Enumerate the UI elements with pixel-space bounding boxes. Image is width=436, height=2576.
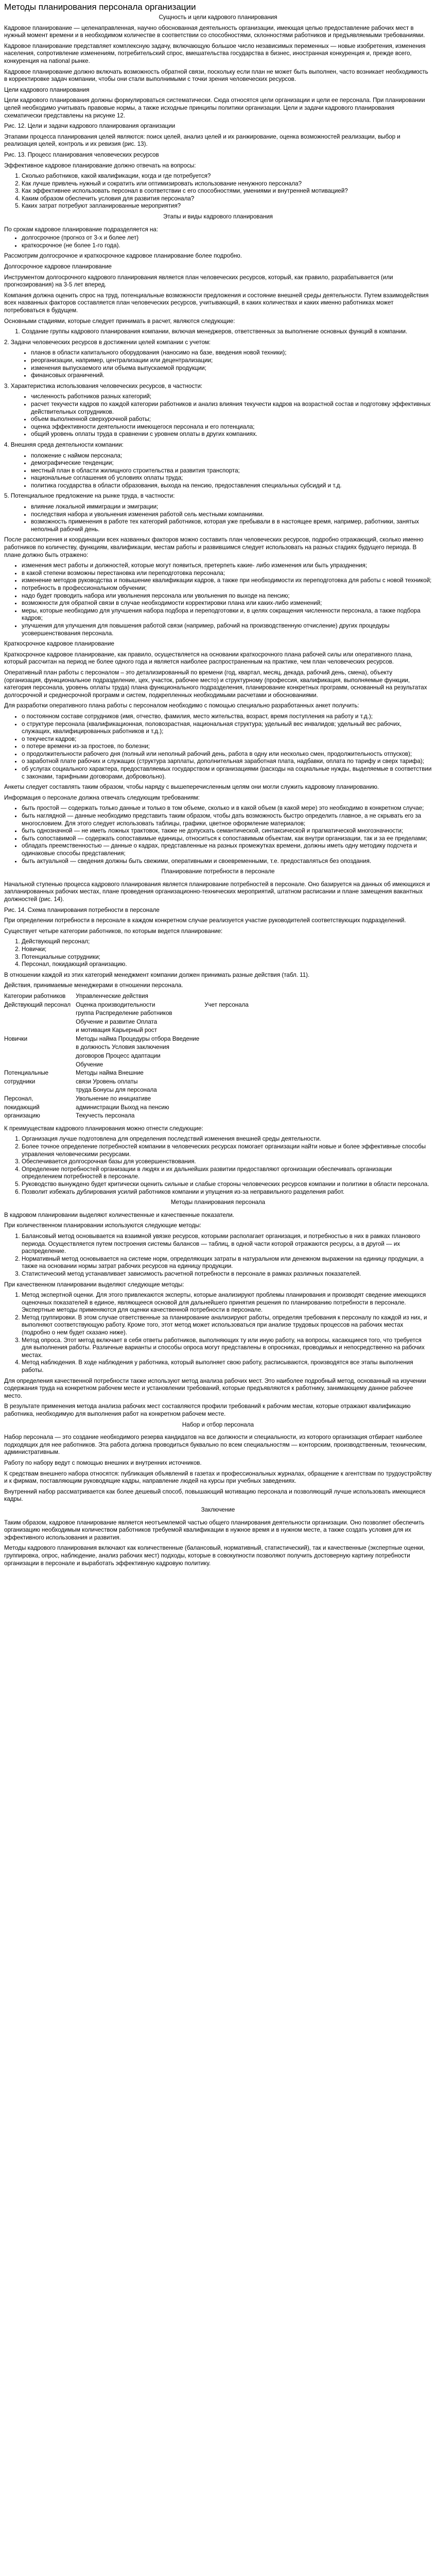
- table-cell: Текучесть персонала: [76, 1112, 135, 1120]
- table-row: [4, 1104, 254, 1113]
- paragraph: Работу по набору ведут с помощью внешних и внутренних источников.: [4, 1459, 202, 1466]
- table-row: [4, 1112, 254, 1121]
- table-cell: [204, 1104, 254, 1113]
- list-item: 5. Каких затрат потребуют запланированные мероприятия?: [22, 202, 432, 210]
- list-item: • о продолжительности рабочего дня (полный или неполный рабочий день, работа в одну или несколько смен, продолжительность отпусков);: [22, 751, 432, 758]
- list-item: • национальные соглашения об условиях оплаты труда;: [31, 474, 432, 482]
- table-row: [4, 1044, 254, 1053]
- paragraph: 4. Внешняя среда деятельности компании:: [4, 441, 124, 448]
- table-cell: Увольнение по инициативе: [76, 1095, 151, 1103]
- paragraph: Кадровое планирование — целенаправленная, научно обоснованная деятельность организации, имеющая целью предоставление рабочих мест в нужный момент времени и в необходимом количестве в соответствии со способностями, склонностями работников и предъявляемыми требованиями.: [4, 24, 425, 39]
- list-item: • финансовых ограничений.: [31, 372, 432, 380]
- table-cell: [204, 1095, 254, 1104]
- numbered-list: [4, 1292, 432, 1375]
- table-cell: администрации Выход на пенсию: [76, 1104, 169, 1111]
- list-item: • объем выполненной сверхурочной работы;: [31, 416, 432, 423]
- table-cell: [4, 1044, 76, 1053]
- list-item: 3. Как эффективнее использовать персонал в соответствии с его способностями, умениями и внутренней мотивацией?: [22, 188, 432, 195]
- table-row: [4, 1019, 254, 1027]
- table-row: [4, 1027, 254, 1036]
- paragraph: Информация о персонале должна отвечать следующим требованиям:: [4, 794, 200, 801]
- table-cell: [204, 1112, 254, 1121]
- table-cell: [204, 1044, 254, 1053]
- paragraph: К средствам внешнего набора относятся: публикация объявлений в газетах и профессиональных журналах, обращение к агентствам по трудоустройству и к фирмам, поставляющим руководящие кадры, направление людей на курсы при учебных заведениях.: [4, 1470, 432, 1485]
- numbered-list: [4, 1136, 432, 1196]
- paragraph: Рис. 12. Цели и задачи кадрового планирования организации: [4, 123, 176, 130]
- table-cell: [204, 1061, 254, 1070]
- list-item: • реорганизации, например, централизации или децентрализации;: [31, 357, 432, 365]
- table-row: [4, 1070, 254, 1078]
- paragraph: Цели кадрового планирования должны формулироваться систематически. Сюда относятся цели организации и цели ее персонала. При планировании целей необходимо учитывать правовые нормы, а также исходные принципы политики организации. Цели и задачи кадрового планирования схематически представлены на рисунке 12.: [4, 97, 425, 119]
- list-item: • обладать преемственностью — данные о кадрах, представленные на разных промежутках времени, должны иметь одну методику подсчета и одинаковые способы представления;: [22, 842, 432, 857]
- table-cell: Методы найма Внешние: [76, 1070, 144, 1077]
- list-item: • краткосрочное (не более 1-го года).: [22, 242, 432, 250]
- list-item: • быть актуальной — сведения должны быть свежими, оперативными и своевременными, т.е. предоставляться без опоздания.: [22, 858, 432, 866]
- list-item: 4. Метод наблюдения. В ходе наблюдения у работника, который выполняет свою работу, расписываются, производятся все этапы выполнения работы.: [22, 1359, 432, 1374]
- table-cell: [4, 1027, 76, 1036]
- bullet-list: [4, 713, 432, 781]
- paragraph: Краткосрочное кадровое планирование: [4, 640, 115, 648]
- table-cell: [204, 1027, 254, 1036]
- bullet-list: [4, 349, 432, 379]
- list-item: • изменения выпускаемого или объема выпускаемой продукции;: [31, 365, 432, 372]
- page-title: Методы планирования персонала организации: [4, 2, 196, 12]
- table-cell: [4, 1019, 76, 1027]
- list-item: • положение с наймом персонала;: [31, 452, 432, 460]
- list-item: • о потере времени из-за простоев, по болезни;: [22, 743, 432, 751]
- table-cell: связи Уровень оплаты: [76, 1078, 138, 1085]
- list-item: • улучшения для улучшения для повышения работой связи (например, рабочий на производственную отчисление) других процедуры усовершенствования персонала.: [22, 622, 432, 637]
- paragraph: 5. Потенциальное предложение на рынке труда, в частности:: [4, 493, 175, 500]
- list-item: 1. Сколько работников, какой квалификации, когда и где потребуется?: [22, 173, 432, 180]
- paragraph: Этапами процесса планирования целей являются: поиск целей, анализ целей и их ранжирование, оценка возможностей реализации, выбор и реализация целей, контроль и их ревизия (рис. 13).: [4, 133, 400, 148]
- personnel-actions-table: [4, 993, 254, 1121]
- table-cell: Обучение: [76, 1061, 103, 1068]
- list-item: 3. Обеспечивается долгосрочная базы для усовершенствования.: [22, 1158, 432, 1166]
- paragraph: В результате применения метода анализа рабочих мест составляются профили требований к рабочим местам, которые отражают квалификацию работника, необходимую для выполнения работ на конкретном рабочем месте.: [4, 1403, 411, 1417]
- table-cell: Действующий персонал: [4, 1001, 71, 1008]
- table-cell: [204, 1078, 254, 1087]
- table-row: [4, 1061, 254, 1070]
- paragraph: Кадровое планирование должно включать возможность обратной связи, поскольку если план не может быть выполнен, часто возникает необходимость в корректировке задач компании, чтобы они стали выполнимыми с точки зрения человеческих ресурсов.: [4, 68, 428, 83]
- table-cell: в должность Условия заключения: [76, 1044, 169, 1051]
- list-item: 5. Руководство вынуждено будет критически оценить сильные и слабые стороны человеческих ресурсов компании и политики в области персонала.: [22, 1181, 432, 1189]
- list-item: • о структуре персонала (квалификационная, половозрастная, национальная структура; удельный вес инвалидов; удельный вес рабочих, служащих, квалифицированных работников и т.д.);: [22, 721, 432, 736]
- table-cell: [4, 1087, 76, 1095]
- paragraph: Таким образом, кадровое планирование является неотъемлемой частью общего планирования деятельности организации. Оно позволяет обеспечить организацию необходимым количеством работников требуемой квалификации в нужное время и в нужном месте, а также создать условия для их эффективного использования и развития.: [4, 1519, 425, 1541]
- list-item: 3. Потенциальные сотрудники;: [22, 954, 432, 961]
- paragraph: Инструментом долгосрочного кадрового планирования является план человеческих ресурсов, который, как правило, разрабатывается (или прогнозирования) на 3-5 лет вперед.: [4, 274, 393, 289]
- section-heading: Этапы и виды кадрового планирования: [163, 213, 273, 221]
- list-item: 3. Статистический метод устанавливает зависимость расчетной потребности в персонале в рамках различных показателей.: [22, 1270, 432, 1278]
- list-item: 1. Действующий персонал;: [22, 938, 432, 946]
- table-cell: Потенциальные: [4, 1070, 49, 1077]
- bullet-list: [4, 393, 432, 438]
- paragraph: К преимуществам кадрового планирования можно отнести следующие:: [4, 1125, 203, 1132]
- paragraph: 2. Задачи человеческих ресурсов в достижении целей компании с учетом:: [4, 338, 211, 346]
- section-heading: Заключение: [201, 1506, 235, 1513]
- list-item: 2. Метод группировки. В этом случае ответственные за планирование анализируют работы, определяя требования к персоналу по каждой из них, и выполняют соответствующую работу. Кроме того, этот метод может использоваться при анализе трудовых процессов на рабочих местах (подробно о нем будет сказано ниже).: [22, 1314, 432, 1337]
- numbered-list: [4, 328, 432, 336]
- list-item: • долгосрочное (прогноз от 3-х и более лет): [22, 234, 432, 242]
- table-cell: [204, 1053, 254, 1061]
- list-item: • быть сопоставимой — содержать сопоставимые единицы, относиться к сопоставимым объектам, как внутри организации, так и за ее пределами;: [22, 835, 432, 843]
- paragraph: Набор персонала — это создание необходимого резерва кандидатов на все должности и специальности, из которого организация отбирает наиболее подходящих для нее работников. Эта работа должна проводиться буквально по всем специальностям — конторским, производственным, техническим, административным.: [4, 1434, 427, 1456]
- paragraph: Основными стадиями, которые следует принимать в расчет, являются следующие:: [4, 317, 235, 325]
- list-item: • общий уровень оплаты труда в сравнении с уровнем оплаты в других компаниях.: [31, 431, 432, 438]
- numbered-list: [4, 1233, 432, 1278]
- list-item: 1. Метод экспертной оценки. Для этого привлекаются эксперты, которые анализируют проблемы планирования и производят сведение имеющихся оценочных показателей в единое, являющееся основой для дальнейшего принятия решения по планированию потребности в персонале. Экспертные методы применяются для оценки качественной потребности в персонале.: [22, 1292, 432, 1314]
- paragraph: Рис. 13. Процесс планирования человеческих ресурсов: [4, 151, 159, 158]
- table-row: [4, 993, 254, 1002]
- list-item: 2. Нормативный метод основывается на системе норм, определяющих затраты в натуральном или денежном выражении на единицу продукции, а также на основании нормы затрат рабочих ресурсов на единицу продукции.: [22, 1256, 432, 1270]
- list-item: • возможности для обратной связи в случае необходимости корректировки плана или каких-либо изменений;: [22, 600, 432, 607]
- list-item: • потребность в профессиональном обучении;: [22, 585, 432, 592]
- paragraph: Кадровое планирование представляет комплексную задачу, включающую большое число независимых переменных — новые изобретения, изменения населения, сопротивление изменениям, потребительский спрос, вмешательства государства в бизнес, иностранная конкуренция и, прежде всего, конкуренция на national рынке.: [4, 42, 426, 64]
- table-cell: Методы найма Процедуры отбора Введение: [76, 1035, 200, 1042]
- list-item: • о текучести кадров;: [22, 736, 432, 743]
- list-item: • о заработной плате рабочих и служащих (структура зарплаты, дополнительная заработная плата, надбавки, оплата по тарифу и сверх тарифа);: [22, 758, 432, 766]
- table-cell: сотрудники: [4, 1078, 36, 1085]
- list-item: 3. Метод опроса. Этот метод включает в себя ответы работников, выполняющих ту или иную работу, на вопросы, касающиеся того, что требуется для выполнения работы. Различные варианты и способы опроса могут представлены в опросниках, проводимых и непосредственно на рабочих местах.: [22, 1337, 432, 1360]
- section-heading: Планирование потребности в персонале: [161, 868, 275, 875]
- paragraph: В отношении каждой из этих категорий менеджмент компании должен принимать разные действия (табл. 11).: [4, 971, 310, 978]
- list-item: 6. Позволит избежать дублирования усилий работников компании и упущения из-за неправильного разделения работ.: [22, 1189, 432, 1196]
- list-item: • политика государства в области образования, выхода на пенсию, предоставления специальных субсидий и т.д.: [31, 482, 432, 490]
- table-row: [4, 1010, 254, 1019]
- paragraph: Методы кадрового планирования включают как количественные (балансовый, нормативный, статистический), так и качественные (экспертные оценки, группировка, опрос, наблюдение, анализ рабочих мест) подходы, которые в совокупности позволяют получить достоверную картину потребности организации в персонале и выработать эффективную кадровую политику.: [4, 1545, 425, 1567]
- table-cell: [204, 1019, 254, 1027]
- paragraph: Компания должна оценить спрос на труд, потенциальные возможности предложения и состояние внешней среды деятельности. Путем взаимодействия всех названных факторов составляется план человеческих ресурсов, учитывающий, в каких количествах и каких именно работниках может потребоваться в будущем.: [4, 292, 429, 314]
- table-cell: [4, 1061, 76, 1070]
- section-heading: Сущность и цели кадрового планирования: [159, 14, 277, 21]
- table-cell: Оценка производительности: [76, 1001, 155, 1008]
- bullet-list: [4, 503, 432, 533]
- list-item: • о постоянном составе сотрудников (имя, отчество, фамилия, место жительства, возраст, время поступления на работу и т.д.);: [22, 713, 432, 721]
- table-row: [4, 1053, 254, 1061]
- list-item: • изменения мест работы и должностей, которые могут появиться, претерпеть какие- либо изменения или быть упразднения;: [22, 562, 432, 570]
- list-item: 4. Каким образом обеспечить условия для развития персонала?: [22, 195, 432, 203]
- section-heading: Набор и отбор персонала: [182, 1421, 254, 1428]
- table-row: [4, 1036, 254, 1044]
- table-row: [4, 1095, 254, 1104]
- list-item: • меры, которые необходимо для улучшения набора подбора и переподготовки и, в целях сокращения численности персонала, а также подбора кадров;: [22, 607, 432, 622]
- paragraph: При количественном планировании используются следующие методы:: [4, 1222, 201, 1229]
- list-item: • возможность применения в работе тех категорий работников, которая уже пребывали в в настоящее время, например, работники, занятых неполный рабочий день.: [31, 518, 432, 533]
- table-cell: Персонал,: [4, 1095, 33, 1103]
- table-cell: и мотивация Карьерный рост: [76, 1027, 157, 1034]
- list-item: • последствия набора и увольнения изменения работой сель местными компаниями.: [31, 511, 432, 519]
- paragraph: Действия, принимаемые менеджерами в отношении персонала.: [4, 982, 183, 989]
- table-cell: труда Бонусы для персонала: [76, 1087, 157, 1094]
- list-item: • влияние локальной иммиграции и эмиграции;: [31, 503, 432, 511]
- table-cell: [204, 1010, 254, 1019]
- paragraph: Эффективное кадровое планирование должно отвечать на вопросы:: [4, 162, 196, 169]
- paragraph: Рассмотрим долгосрочное и краткосрочное кадровое планирование более подробно.: [4, 252, 242, 260]
- paragraph: При качественном планировании выделяют следующие методы:: [4, 1281, 184, 1288]
- list-item: • расчет текучести кадров по каждой категории работников и анализ влияния текучести кадров на возрастной состав и подготовку эффективных действительных сотрудников.: [31, 401, 432, 416]
- list-item: 4. Персонал, покидающий организацию.: [22, 961, 432, 969]
- table-cell: [204, 1036, 254, 1044]
- numbered-list: [4, 173, 432, 210]
- paragraph: Для разработки оперативного плана работы с персоналом необходимо с помощью специально разработанных анкет получить:: [4, 702, 359, 709]
- paragraph: В кадровом планировании выделяют количественные и качественные показатели.: [4, 1211, 234, 1218]
- table-cell: Новички: [4, 1035, 28, 1042]
- paragraph: Анкеты следует составлять таким образом, чтобы наряду с вышеперечисленным целям они могли служить кадровому планированию.: [4, 784, 379, 791]
- table-cell: группа Распределение работников: [76, 1010, 172, 1017]
- table-cell: покидающий: [4, 1104, 40, 1111]
- list-item: 2. Более точное определение потребностей компании в человеческих ресурсах помогает организации найти новые и более эффективные способы управления человеческими ресурсами.: [22, 1143, 432, 1158]
- bullet-list: [4, 234, 432, 249]
- list-item: • оценка эффективности деятельности имеющегося персонала и его потенциала;: [31, 423, 432, 431]
- list-item: 1. Организация лучше подготовлена для определения последствий изменения внешней среды деятельности.: [22, 1136, 432, 1143]
- list-item: 4. Определение потребностей организации в людях и их дальнейших развитии предоставляют оргонизации обеспечивать организации определением потребностей в персонале.: [22, 1166, 432, 1181]
- table-cell: Учет персонала: [204, 1001, 249, 1008]
- list-item: • надо будет проводить набора или увольнения персонала или увольнения по выходе на пенсию;: [22, 592, 432, 600]
- paragraph: 3. Характеристика использования человеческих ресурсов, в частности:: [4, 382, 203, 389]
- list-item: • изменение методов руководства и повышение квалификации кадров, а также при необходимости их переподготовка для работы с новой техникой;: [22, 577, 432, 585]
- table-row: [4, 1087, 254, 1095]
- list-item: 1. Создание группы кадрового планирования компании, включая менеджеров, ответственных за выполнение основных функций в компании.: [22, 328, 432, 336]
- list-item: • об услугах социального характера, предоставляемых государством и организациями (расходы на социальные нужды, выделяемые в соответствии с законами, тарифными договорами, добровольно).: [22, 766, 432, 781]
- table-cell: договоров Процесс адаптации: [76, 1053, 161, 1060]
- table-cell: [4, 1053, 76, 1061]
- list-item: • быть простой — содержать только данные и только в том объеме, сколько и в какой объем (в какой мере) это необходимо в конкретном случае;: [22, 805, 432, 812]
- paragraph: После рассмотрения и координации всех названных факторов можно составить план человеческих ресурсов, подробно отражающий, сколько именно работников по количеству, функциям, квалификации, местам работы и развившимся следует использовать на разных стадиях будущего периода. В плане должно быть отражено:: [4, 536, 424, 558]
- table-cell: Категории работников: [4, 992, 66, 999]
- numbered-list: [4, 938, 432, 968]
- section-heading: Методы планирования персонала: [170, 1199, 266, 1206]
- paragraph: Цели кадрового планирования: [4, 86, 90, 93]
- list-item: 2. Новички;: [22, 946, 432, 954]
- list-item: • демографические тенденции;: [31, 460, 432, 467]
- list-item: • быть однозначной — не иметь ложных трактовок, также не допускать семантической, синтаксической и прагматической многозначности;: [22, 827, 432, 835]
- paragraph: При определении потребности в персонале в каждом конкретном случае реализуется участие руководителей соответствующих подразделений.: [4, 917, 406, 924]
- list-item: • быть наглядной — данные необходимо представить таким образом, чтобы дать возможность быстро определить главное, а не скрывать его за многословием. Для этого следует использовать таблицы, графики, цветное оформление материалов;: [22, 812, 432, 827]
- table-cell: [204, 1087, 254, 1095]
- paragraph: По срокам кадровое планирование подразделяется на:: [4, 226, 159, 233]
- table-cell: [4, 1010, 76, 1019]
- paragraph: Рис. 14. Схема планирования потребности в персонале: [4, 906, 160, 913]
- table-cell: [204, 993, 254, 1002]
- table-cell: [204, 1070, 254, 1078]
- paragraph: Для определения качественной потребности также используют метод анализа рабочих мест. Это наиболее подробный метод, основанный на изучении содержания труда на конкретном рабочем месте и установлении требований, которые предъявляются к работнику, занимающему данное рабочее место.: [4, 1377, 426, 1399]
- paragraph: Оперативный план работы с персоналом – это детализированный по времени (год, квартал, месяц, декада, рабочий день, смена), объекту (организация, функциональное подразделение, цех, участок, рабочее место) и структурному (профессия, квалификация, выполняемые функции, категория персонала, уровень оплаты труда) плана функционального подразделения, планирование конкретных программ, основанный на результатах долгосрочной и среднесрочной программ и систем, подкрепленных необходимыми расчетами и обоснованиями.: [4, 669, 427, 699]
- table-cell: Управленческие действия: [76, 992, 148, 999]
- paragraph: Начальной ступенью процесса кадрового планирования является планирование потребностей в персонале. Оно базируется на данных об имеющихся и запланированных рабочих местах, плане проведения организационно-технических мероприятий, штатном расписании и плане замещения вакантных должностей (рис. 14).: [4, 880, 430, 903]
- paragraph: Существует четыре категории работников, по которым ведется планирование:: [4, 927, 223, 935]
- list-item: • местный план в области жилищного строительства и развития транспорта;: [31, 467, 432, 475]
- paragraph: Долгосрочное кадровое планирование: [4, 263, 112, 270]
- list-item: 2. Как лучше привлечь нужный и сократить или оптимизировать использование ненужного персонала?: [22, 180, 432, 188]
- list-item: • численность работников разных категорий;: [31, 393, 432, 401]
- table-cell: организацию: [4, 1112, 40, 1120]
- bullet-list: [4, 562, 432, 637]
- table-cell: Обучение и развитие Оплата: [76, 1018, 158, 1025]
- list-item: 1. Балансовый метод основывается на взаимной увязке ресурсов, которыми располагает организация, и потребностью в них в рамках планового периода. Осуществляется путем построения системы балансов — таблиц, в одной части которой отражаются ресурсы, а в другой — их распределение.: [22, 1233, 432, 1256]
- paragraph: Краткосрочное кадровое планирование, как правило, осуществляется на основании краткосрочного плана рабочей силы или оперативного плана, который рассчитан на период не более одного года и является наиболее распространенным на практике, чем план человеческих ресурсов.: [4, 651, 413, 666]
- table-row: [4, 1078, 254, 1087]
- bullet-list: [4, 805, 432, 865]
- list-item: • планов в области капитального оборудования (наносимо на базе, введения новой техники);: [31, 349, 432, 357]
- list-item: • в какой степени возможны перестановка или переподготовка персонала;: [22, 570, 432, 578]
- table-row: [4, 1002, 254, 1010]
- bullet-list: [4, 452, 432, 490]
- paragraph: Внутренний набор рассматривается как более дешевый способ, повышающий мотивацию персонала и позволяющий лучше использовать имеющиеся кадры.: [4, 1488, 426, 1503]
